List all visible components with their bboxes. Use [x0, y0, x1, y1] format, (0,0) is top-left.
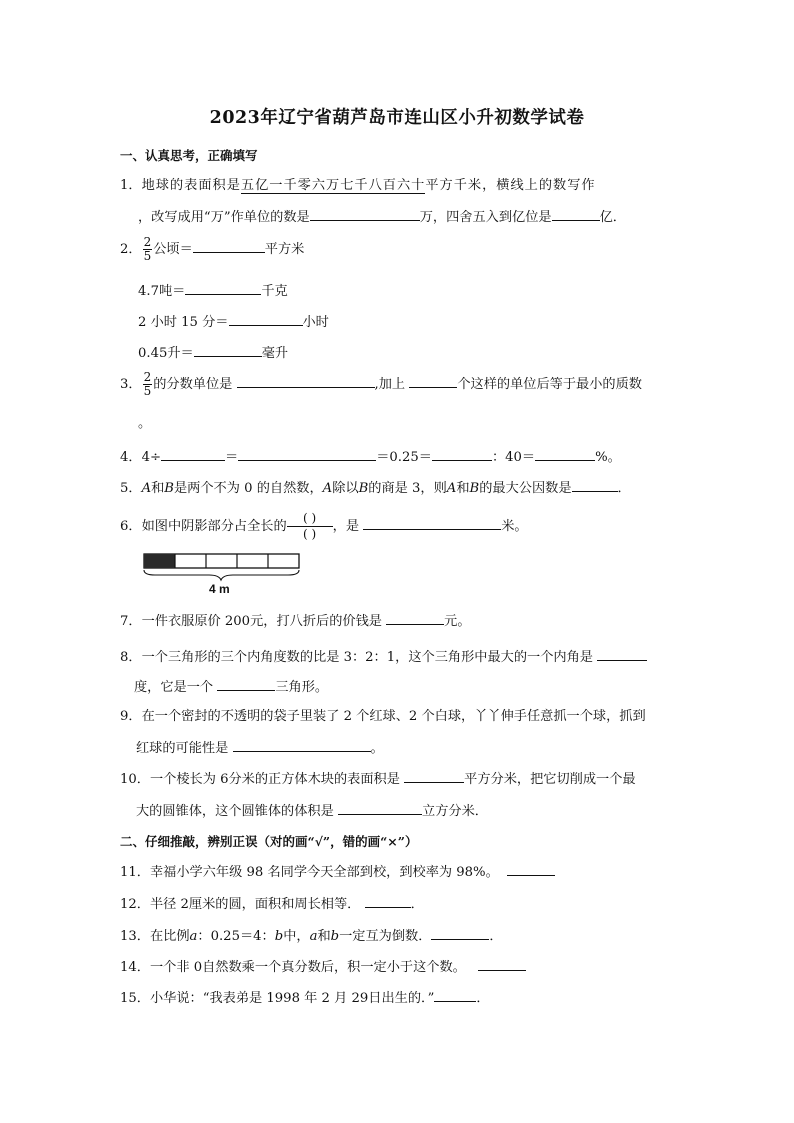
q13-text: 在比例 — [149, 929, 190, 944]
q10-text-d: 立方分米． — [422, 804, 488, 819]
q7-answer-blank[interactable] — [386, 611, 444, 625]
variable-B: B — [164, 481, 174, 496]
q12-text: 半径 2厘米的圆，面积和周长相等． — [149, 897, 361, 912]
variable-A: A — [322, 481, 333, 496]
variable-a: a — [309, 929, 318, 944]
q6-answer-blank[interactable] — [363, 516, 501, 530]
question-number: 12． — [120, 897, 150, 912]
question-number: 10． — [120, 772, 150, 787]
q8-text-c: 三角形。 — [275, 680, 329, 695]
q8-answer-blank-1[interactable] — [597, 647, 647, 661]
question-9-line-1 — [120, 708, 646, 726]
question-12 — [120, 894, 424, 914]
length-label: 4 m — [209, 582, 230, 596]
q7-text-b: 元。 — [444, 614, 471, 629]
question-9-line-2 — [136, 738, 384, 758]
q10-text-b: 平方分米，把它切削成一个最 — [464, 772, 636, 787]
q5-text: 是两个不为 0 的自然数， — [174, 481, 323, 496]
question-6 — [120, 511, 528, 542]
q10-answer-blank-2[interactable] — [338, 801, 422, 815]
fraction-numerator: 2 — [143, 235, 152, 249]
q6-text-b: ，是 — [332, 519, 360, 534]
section-heading-1: 一、认真思考，正确填写 — [120, 148, 258, 163]
q1-answer-blank-2[interactable] — [552, 207, 600, 221]
variable-b: b — [274, 929, 284, 944]
q8-text-b: 度，它是一个 — [134, 680, 214, 695]
question-2-line-1 — [120, 236, 304, 263]
q13-text: ：0.25＝4： — [197, 929, 275, 944]
q15-answer-blank[interactable] — [434, 988, 476, 1002]
q9-text-c: 。 — [370, 741, 384, 756]
q4-text-e: %。 — [595, 450, 621, 465]
fraction-denominator: 5 — [143, 249, 152, 263]
q9-answer-blank[interactable] — [233, 738, 371, 752]
section-heading-2: 二、仔细推敲，辨别正误（对的画“√”，错的画“×”） — [120, 834, 418, 849]
q1-text-d: 万，四舍五入到亿位是 — [419, 210, 552, 225]
q5-text: 和 — [456, 481, 470, 496]
q7-text-a: 一件衣服原价 200元，打八折后的价钱是 — [141, 614, 382, 629]
question-2-line-2 — [138, 281, 288, 301]
q10-answer-blank-1[interactable] — [404, 769, 464, 783]
q2-unit: 平方米 — [264, 242, 305, 257]
q8-text-a: 一个三角形的三个内角度数的比是 3：2：1，这个三角形中最大的一个内角是 — [141, 650, 593, 665]
question-15 — [120, 988, 490, 1008]
q2-answer-blank-3[interactable] — [229, 312, 303, 326]
question-number: 4． — [120, 450, 142, 465]
q6-text-c: 米。 — [501, 519, 528, 534]
q4-answer-blank-2[interactable] — [238, 447, 376, 461]
q3-text-b: ,加上 — [374, 377, 406, 392]
q13-text: 中， — [283, 929, 310, 944]
q2-answer-blank-2[interactable] — [185, 281, 261, 295]
question-number: 3． — [120, 377, 142, 392]
length-brace — [144, 570, 299, 580]
q4-answer-blank-1[interactable] — [161, 447, 225, 461]
q2-text: 2 小时 15 分＝ — [138, 315, 229, 330]
variable-B: B — [469, 481, 480, 496]
fraction-blank[interactable] — [287, 511, 333, 542]
q5-answer-blank[interactable] — [572, 478, 618, 492]
question-13 — [120, 926, 503, 946]
q1-underlined-number: 五亿一千零六万七千八百六十 — [240, 178, 426, 193]
question-5 — [120, 478, 631, 498]
variable-b: b — [330, 929, 340, 944]
q8-answer-blank-2[interactable] — [217, 677, 275, 691]
bar-diagram — [143, 553, 303, 601]
question-10-line-1 — [120, 769, 636, 789]
q4-answer-blank-3[interactable] — [432, 447, 492, 461]
fraction-numerator: 2 — [143, 370, 152, 384]
q1-text-c: ，改写成用“万”作单位的数是 — [138, 210, 310, 225]
q1-answer-blank-1[interactable] — [310, 207, 420, 221]
q13-text: 和 — [317, 929, 331, 944]
q2-text: 0.45升＝ — [138, 346, 194, 361]
question-number: 7． — [120, 614, 142, 629]
q5-text: 和 — [151, 481, 165, 496]
question-number: 14． — [120, 960, 150, 975]
question-number: 6． — [120, 519, 142, 534]
q6-text-a: 如图中阴影部分占全长的 — [141, 519, 287, 534]
q5-text: ． — [617, 481, 631, 496]
q11-answer-blank[interactable] — [507, 862, 555, 876]
question-2-line-4 — [138, 343, 288, 363]
variable-a: a — [189, 929, 198, 944]
q5-text: 的最大公因数是 — [479, 481, 572, 496]
question-number: 1． — [120, 178, 142, 193]
question-11 — [120, 862, 555, 882]
page-title: 2023年辽宁省葫芦岛市连山区小升初数学试卷 — [209, 108, 585, 128]
fraction-numerator-blank[interactable]: ( ) — [287, 511, 333, 527]
bar-diagram-svg — [143, 553, 303, 597]
q2-text: 公顷＝ — [153, 242, 193, 257]
q2-answer-blank-4[interactable] — [194, 343, 262, 357]
q10-text-a: 一个棱长为 6分米的正方体木块的表面积是 — [149, 772, 400, 787]
q2-unit: 千克 — [261, 284, 288, 299]
q3-answer-blank-2[interactable] — [409, 374, 457, 388]
q4-text-b: ＝ — [225, 450, 239, 465]
q2-text: 4.7吨＝ — [138, 284, 186, 299]
question-14 — [120, 957, 526, 977]
question-number: 8． — [120, 650, 142, 665]
q5-text: 除以 — [332, 481, 359, 496]
question-8-line-1 — [120, 647, 647, 667]
question-3-line-2: 。 — [138, 416, 152, 431]
q12-text-end: ． — [410, 897, 424, 912]
q3-text-c: 个这样的单位后等于最小的质数 — [457, 377, 642, 392]
question-10-line-2 — [136, 801, 488, 821]
q14-answer-blank[interactable] — [478, 957, 526, 971]
question-2-line-3 — [138, 312, 329, 332]
q9-text-b: 红球的可能性是 — [136, 741, 229, 756]
q12-answer-blank[interactable] — [365, 894, 411, 908]
q9-text-a: 在一个密封的不透明的袋子里装了 2 个红球、2 个白球，丫丫伸手任意抓一个球，抓到 — [141, 709, 646, 724]
q4-text-a: 4÷ — [141, 450, 162, 465]
question-number: 11． — [120, 865, 150, 880]
q13-answer-blank[interactable] — [431, 926, 489, 940]
q1-text-e: 亿． — [599, 210, 626, 225]
question-number: 2． — [120, 242, 142, 257]
variable-A: A — [446, 481, 457, 496]
q15-text-end: ． — [476, 991, 490, 1006]
q13-text-end: ． — [489, 929, 503, 944]
question-number: 15． — [120, 991, 150, 1006]
question-number: 5． — [120, 481, 142, 496]
variable-B: B — [358, 481, 369, 496]
question-7 — [120, 611, 471, 631]
q2-unit: 毫升 — [261, 346, 289, 361]
fraction-denominator: 5 — [143, 384, 152, 398]
variable-A: A — [141, 481, 152, 496]
question-number: 9． — [120, 709, 142, 724]
q11-text: 幸福小学六年级 98 名同学今天全部到校，到校率为 98%。 — [149, 865, 499, 880]
q1-text-b: 平方千米，横线上的数写作 — [425, 178, 596, 193]
question-8-line-2 — [134, 677, 328, 697]
question-4 — [120, 447, 621, 467]
q14-text: 一个非 0自然数乘一个真分数后，积一定小于这个数。 — [149, 960, 466, 975]
shaded-segment — [144, 554, 175, 568]
q3-answer-blank-1[interactable] — [237, 374, 375, 388]
question-1-line-2 — [138, 207, 626, 227]
q5-text: 的商是 3，则 — [368, 481, 447, 496]
q4-answer-blank-4[interactable] — [535, 447, 595, 461]
q4-text-c: ＝0.25＝ — [376, 450, 432, 465]
q13-text: 一定互为倒数． — [339, 929, 432, 944]
fraction-denominator-blank[interactable]: ( ) — [303, 527, 317, 541]
q2-answer-blank-1[interactable] — [193, 239, 265, 253]
q4-text-d: ：40＝ — [491, 450, 536, 465]
q10-text-c: 大的圆锥体，这个圆锥体的体积是 — [136, 804, 334, 819]
q15-text: 小华说：“我表弟是 1998 年 2 月 29日出生的．” — [149, 991, 435, 1006]
question-3-line-1 — [120, 371, 642, 398]
q1-text-a: 地球的表面积是 — [141, 178, 241, 193]
fraction — [143, 236, 153, 263]
q3-text-a: 的分数单位是 — [153, 377, 233, 392]
fraction — [143, 371, 153, 398]
question-1-line-1 — [120, 177, 596, 195]
question-number: 13． — [120, 929, 150, 944]
q2-unit: 小时 — [302, 315, 329, 330]
